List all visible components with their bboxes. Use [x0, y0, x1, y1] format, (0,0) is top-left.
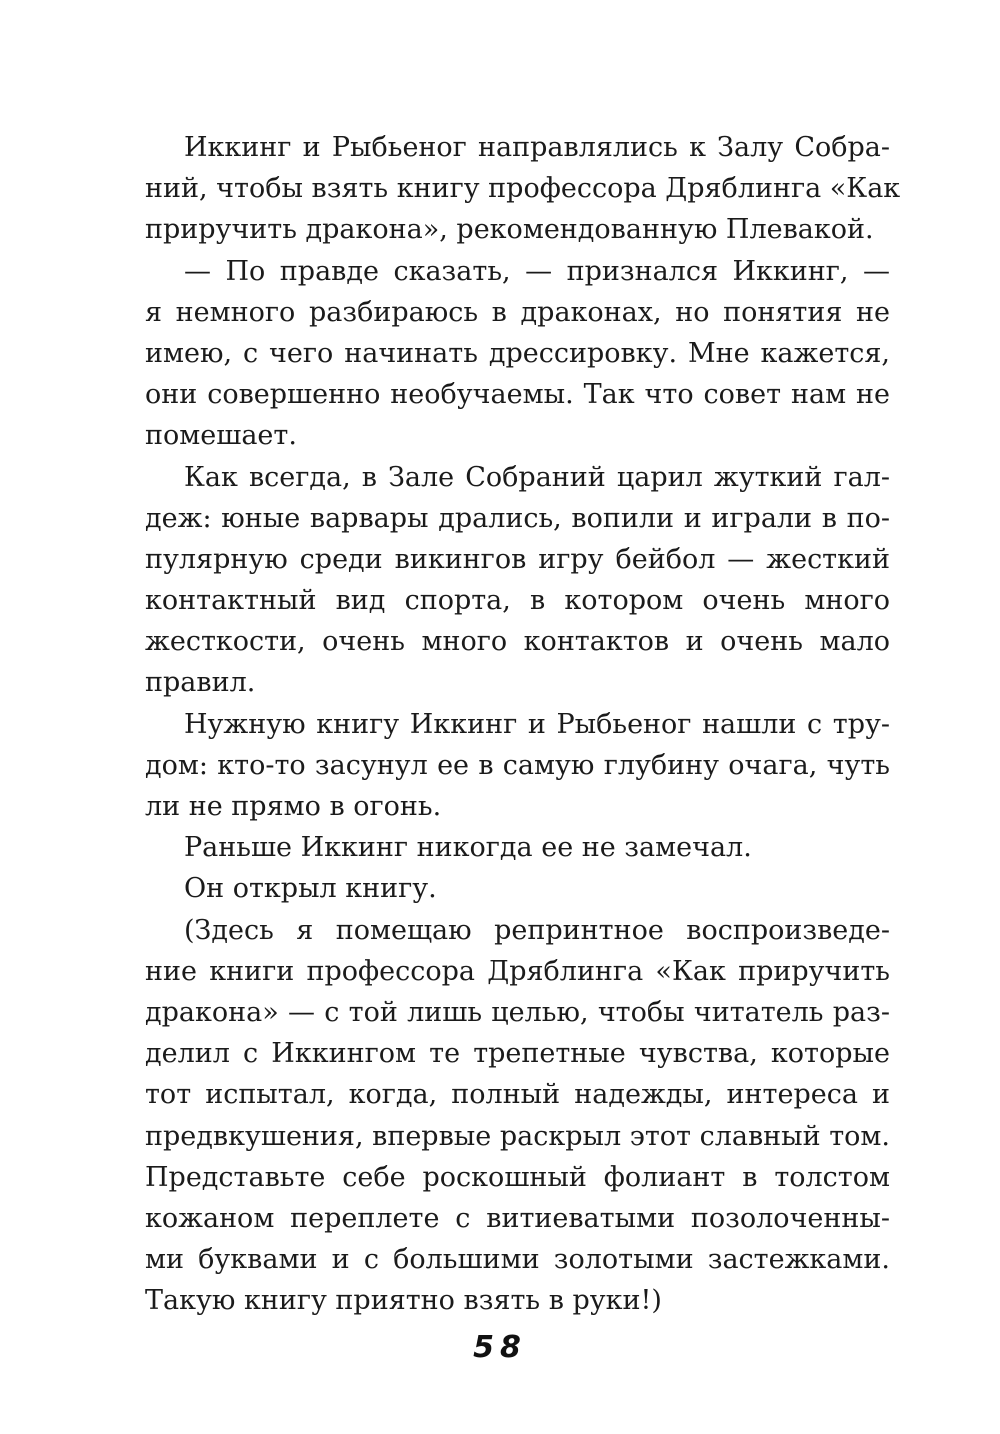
text-line: жесткости, очень много контактов и очень мало	[145, 626, 890, 658]
text-line: приручить дракона», рекомендованную Плевакой.	[145, 214, 874, 246]
text-line: делил с Иккингом те трепетные чувства, которые	[145, 1038, 890, 1070]
text-line: имею, с чего начинать дрессировку. Мне кажется,	[145, 337, 890, 369]
text-line: предвкушения, впервые раскрыл этот славный том.	[145, 1120, 890, 1152]
text-line: дракона» — с той лишь целью, чтобы читатель раз-	[145, 996, 890, 1028]
paragraph	[145, 457, 890, 704]
text-line: Такую книгу приятно взять в руки!)	[145, 1285, 662, 1317]
paragraph	[145, 704, 890, 828]
text-line: — По правде сказать, — признался Иккинг, —	[184, 255, 890, 287]
text-line: они совершенно необучаемы. Так что совет нам не	[145, 379, 890, 411]
text-line: Он открыл книгу.	[184, 873, 437, 905]
paragraph	[145, 827, 890, 868]
text-line: Раньше Иккинг никогда ее не замечал.	[184, 832, 752, 864]
body-text	[145, 127, 901, 1321]
text-line: Представьте себе роскошный фолиант в толстом	[145, 1161, 890, 1193]
text-line: дом: кто-то засунул ее в самую глубину очага, чуть	[145, 749, 890, 781]
text-line: Нужную книгу Иккинг и Рыбьеног нашли с тру-	[184, 708, 890, 740]
text-line: ми буквами и с большими золотыми застежками.	[145, 1244, 890, 1276]
text-line: контактный вид спорта, в котором очень много	[145, 585, 890, 617]
text-line: Как всегда, в Зале Собраний царил жуткий гал-	[184, 461, 890, 493]
text-line: ний, чтобы взять книгу профессора Дряблинга «Как	[145, 173, 901, 205]
text-line: помешает.	[145, 420, 297, 452]
paragraph	[145, 127, 901, 251]
text-line: тот испытал, когда, полный надежды, интереса и	[145, 1079, 890, 1111]
paragraph	[145, 910, 890, 1322]
text-line: кожаном переплете с витиеватыми позолоченны-	[145, 1202, 890, 1234]
text-line: Иккинг и Рыбьеног направлялись к Залу Собра-	[184, 132, 890, 163]
text-line: ние книги профессора Дряблинга «Как приручить	[145, 955, 890, 987]
text-line: деж: юные варвары дрались, вопили и играли в по-	[145, 502, 890, 534]
text-line: я немного разбираюсь в драконах, но понятия не	[145, 296, 890, 328]
paragraph	[145, 251, 890, 457]
text-line: пулярную среди викингов игру бейбол — жесткий	[145, 543, 890, 575]
text-line: ли не прямо в огонь.	[145, 791, 442, 822]
text-line: (Здесь я помещаю репринтное воспроизведе-	[184, 914, 890, 946]
page-number: 58	[473, 1330, 527, 1365]
text-line: правил.	[145, 667, 256, 699]
paragraph	[145, 868, 890, 909]
